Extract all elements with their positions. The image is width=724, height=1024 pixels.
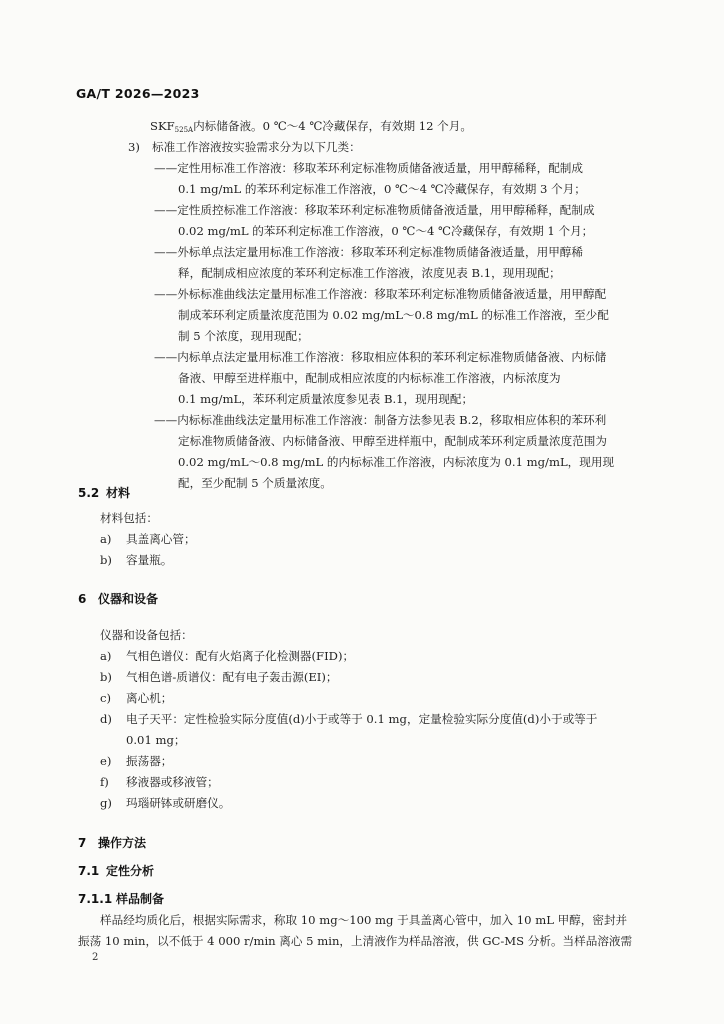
list-text: 容量瓶。 bbox=[126, 553, 173, 567]
list-text: 气相色谱仪：配有火焰离子化检测器(FID)； bbox=[126, 649, 355, 663]
text-line: ——内标单点法定量用标准工作溶液：移取相应体积的苯环利定标准物质储备液、内标储 bbox=[154, 350, 607, 364]
section-number: 7.1.1 bbox=[78, 892, 113, 906]
list-marker: f) bbox=[100, 775, 109, 789]
text-line: 0.02 mg/mL～0.8 mg/mL 的内标标准工作溶液，内标浓度为 0.1 mg/mL，现用现 bbox=[178, 455, 615, 469]
list-text: 具盖离心管； bbox=[126, 532, 196, 546]
section-title: 定性分析 bbox=[106, 864, 155, 878]
text-line: ——内标标准曲线法定量用标准工作溶液：制备方法参见表 B.2，移取相应体积的苯环利 bbox=[154, 413, 607, 427]
text-line: 0.1 mg/mL 的苯环利定标准工作溶液，0 ℃～4 ℃冷藏保存，有效期 3 个月； bbox=[178, 182, 586, 196]
list-item bbox=[100, 709, 597, 730]
list-text: 移液器或移液管； bbox=[126, 775, 219, 789]
list-item bbox=[100, 772, 219, 793]
list-marker: b) bbox=[100, 670, 112, 684]
text-line: 制 5 个浓度，现用现配； bbox=[178, 329, 309, 343]
list-item bbox=[100, 793, 230, 814]
text-line: ——外标标准曲线法定量用标准工作溶液：移取苯环利定标准物质储备液适量，用甲醇配 bbox=[154, 287, 607, 301]
section-title: 仪器和设备 bbox=[98, 592, 159, 606]
section-heading-5-2 bbox=[78, 484, 130, 501]
list-marker: e) bbox=[100, 754, 112, 768]
section-heading-7-1-1 bbox=[78, 890, 164, 907]
text-line: ——外标单点法定量用标准工作溶液：移取苯环利定标准物质储备液适量，用甲醇稀 bbox=[154, 245, 583, 259]
list-text: 气相色谱-质谱仪：配有电子轰击源(EI)； bbox=[126, 670, 338, 684]
page-number: 2 bbox=[92, 952, 99, 963]
section-number: 6 bbox=[78, 592, 87, 606]
section-intro: 材料包括： bbox=[100, 511, 158, 525]
section-title: 材料 bbox=[106, 486, 131, 500]
list-marker: b) bbox=[100, 553, 112, 567]
list-text: 振荡器； bbox=[126, 754, 173, 768]
text-line: 配，至少配制 5 个质量浓度。 bbox=[178, 476, 332, 490]
section-number: 7.1 bbox=[78, 864, 100, 878]
text-line: 定标准物质储备液、内标储备液、甲醇至进样瓶中，配制成苯环利定质量浓度范围为 bbox=[178, 434, 607, 448]
section-title: 操作方法 bbox=[98, 836, 147, 850]
list-item bbox=[100, 667, 338, 688]
paragraph-line: 样品经均质化后，根据实际需求，称取 10 mg～100 mg 于具盖离心管中，加入 10 mL 甲醇，密封并 bbox=[100, 913, 628, 927]
list-text: 离心机； bbox=[126, 691, 173, 705]
list-marker: c) bbox=[100, 691, 112, 705]
list-marker: 3) bbox=[128, 140, 140, 154]
standard-id-header: GA/T 2026—2023 bbox=[76, 86, 200, 101]
text-line: 备液、甲醇至进样瓶中，配制成相应浓度的内标标准工作溶液，内标浓度为 bbox=[178, 371, 561, 385]
list-text: 电子天平：定性检验实际分度值(d)小于或等于 0.1 mg，定量检验实际分度值(d)小于或等于 bbox=[126, 712, 598, 726]
list-text: 标准工作溶液按实验需求分为以下几类： bbox=[152, 140, 361, 154]
section-number: 7 bbox=[78, 836, 87, 850]
list-text: 玛瑙研钵或研磨仪。 bbox=[126, 796, 231, 810]
section-number: 5.2 bbox=[78, 486, 100, 500]
skf-subscript: 525A bbox=[174, 126, 194, 134]
list-item bbox=[100, 550, 172, 571]
list-marker: a) bbox=[100, 649, 112, 663]
list-item bbox=[100, 529, 196, 550]
list-item bbox=[100, 751, 172, 772]
list-marker: g) bbox=[100, 796, 112, 810]
section-intro: 仪器和设备包括： bbox=[100, 628, 193, 642]
list-item bbox=[100, 646, 354, 667]
list-item bbox=[100, 688, 172, 709]
reagent-item-3 bbox=[128, 137, 361, 158]
section-heading-7 bbox=[78, 834, 146, 851]
section-title: 样品制备 bbox=[116, 892, 165, 906]
skf-prefix: SKF bbox=[150, 119, 175, 133]
section-heading-6 bbox=[78, 590, 158, 607]
text-line: ——定性质控标准工作溶液：移取苯环利定标准物质储备液适量，用甲醇稀释，配制成 bbox=[154, 203, 595, 217]
text-line: ——定性用标准工作溶液：移取苯环利定标准物质储备液适量，用甲醇稀释，配制成 bbox=[154, 161, 583, 175]
paragraph-line: 振荡 10 min，以不低于 4 000 r/min 离心 5 min，上清液作为样品溶液，供 GC-MS 分析。当样品溶液需 bbox=[78, 934, 633, 948]
skf-rest: 内标储备液。0 ℃～4 ℃冷藏保存，有效期 12 个月。 bbox=[193, 119, 472, 133]
text-line: 0.1 mg/mL，苯环利定质量浓度参见表 B.1，现用现配； bbox=[178, 392, 474, 406]
list-marker: a) bbox=[100, 532, 112, 546]
section-heading-7-1 bbox=[78, 862, 154, 879]
list-marker: d) bbox=[100, 712, 112, 726]
text-line: 释，配制成相应浓度的苯环利定标准工作溶液，浓度见表 B.1，现用现配； bbox=[178, 266, 561, 280]
text-line: 制成苯环利定质量浓度范围为 0.02 mg/mL～0.8 mg/mL 的标准工作溶液，至少配 bbox=[178, 308, 609, 322]
text-line: 0.02 mg/mL 的苯环利定标准工作溶液，0 ℃～4 ℃冷藏保存，有效期 1 个月； bbox=[178, 224, 594, 238]
list-continuation: 0.01 mg； bbox=[126, 733, 186, 747]
